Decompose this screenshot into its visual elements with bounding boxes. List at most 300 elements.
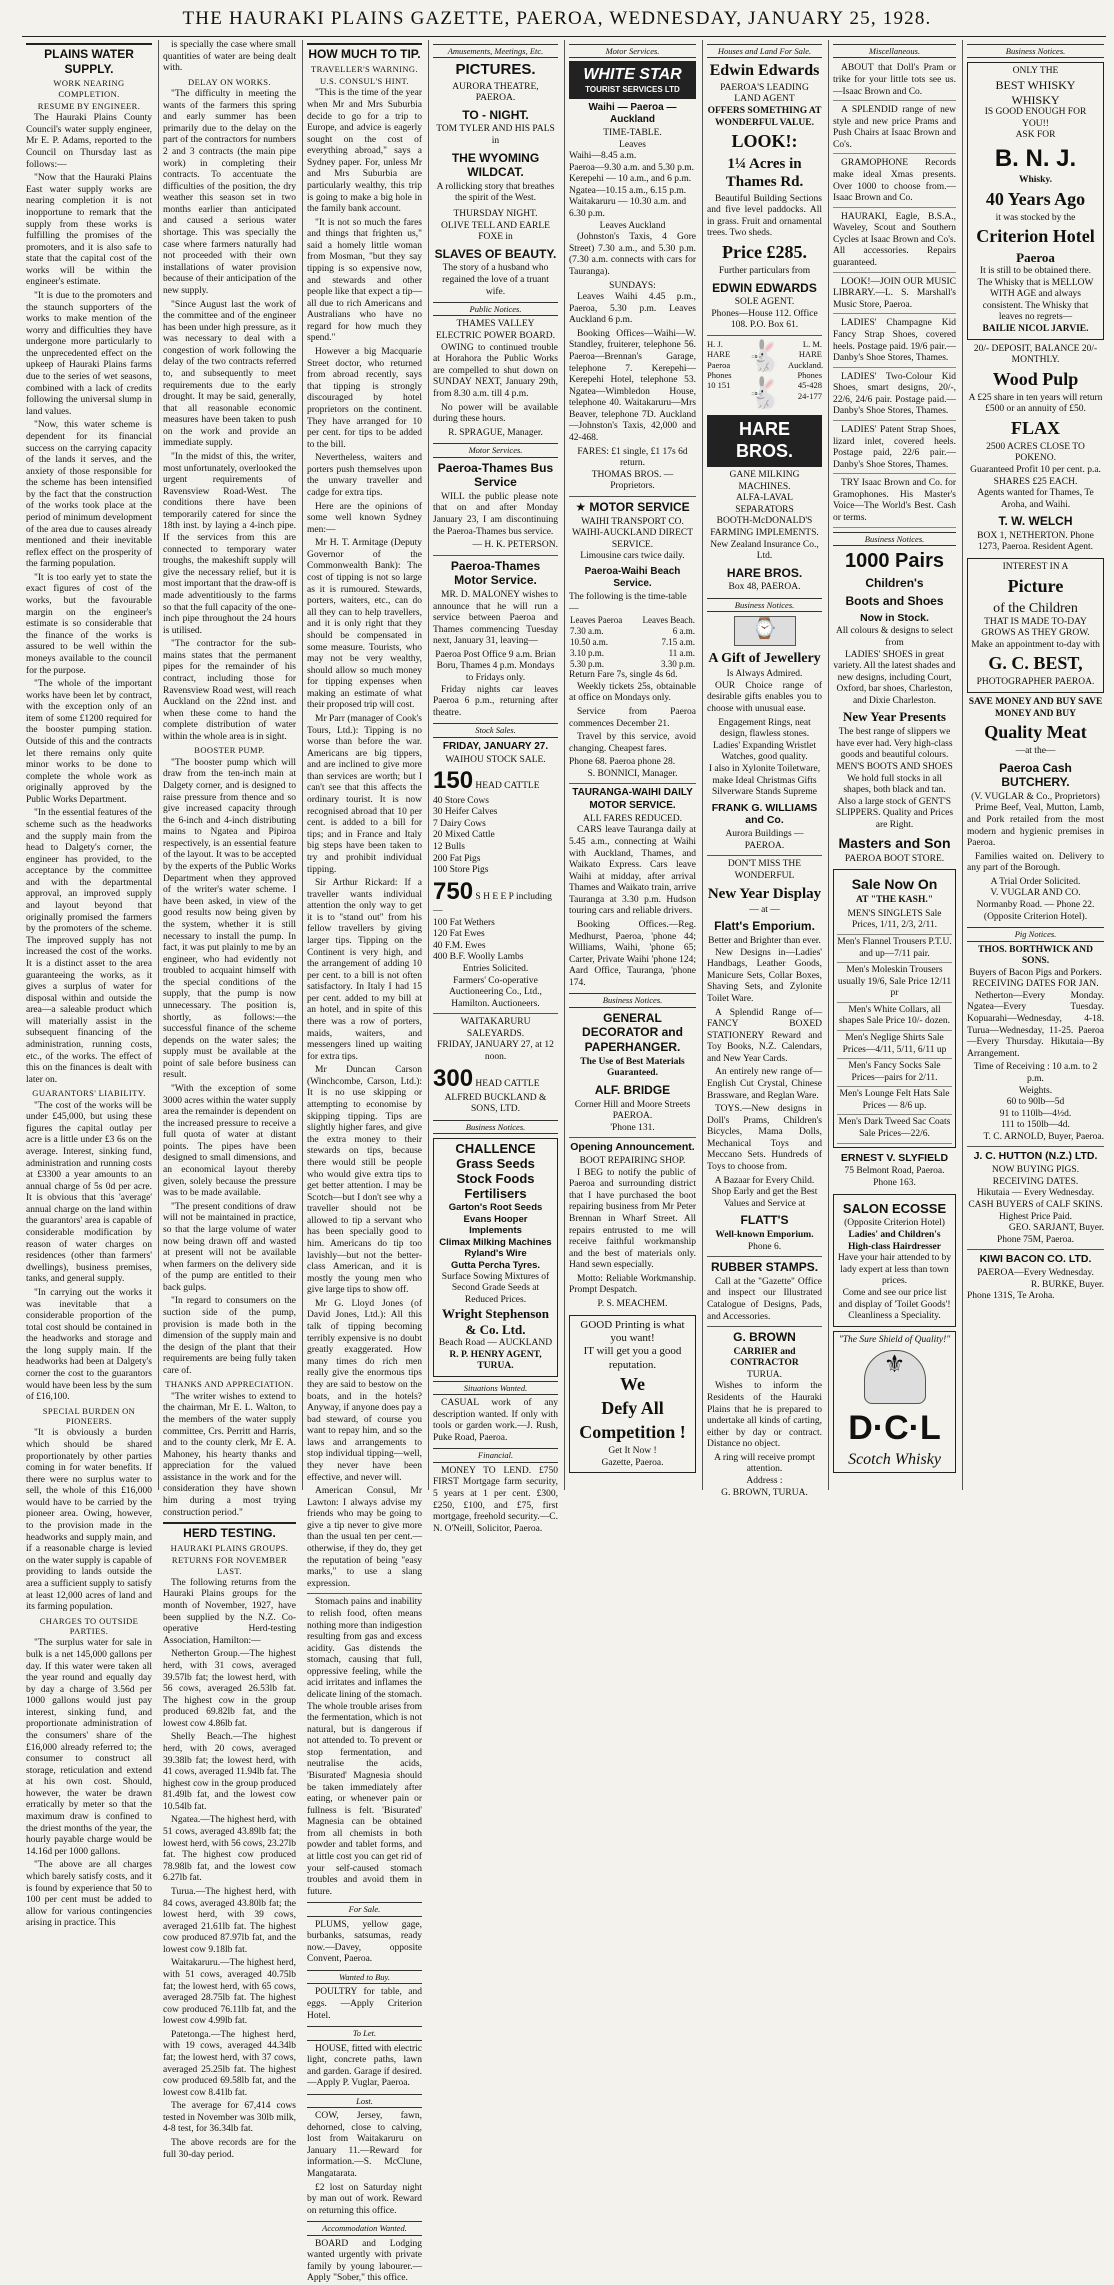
timetable-cell: Leaves Paeroa: [570, 615, 623, 626]
still: It is still to be obtained there.: [979, 266, 1092, 277]
look: LOOK!:: [731, 131, 798, 152]
paragraph: Shelly Beach.—The highest herd, with 20 cows, averaged 39.38lb fat; the lowest herd, with 41 cows, averaged 11.94lb fat. The highest cow in the group produced 81.49lb fat, and the lowest cow 10.54lb fat.: [163, 1732, 296, 1812]
timetable: TIME-TABLE.: [603, 128, 662, 138]
paragraph: A SPLENDID range of new style and new price Prams and Push Chairs at Isaac Brown and Co's.: [833, 103, 956, 154]
article-body: [26, 1638, 152, 1929]
bazaar: A Bazaar for Every Child.: [714, 1175, 815, 1186]
ladies: LADIES' SHOES in great variety. All the latest shades and new designs, including Court, Oxford, bar shoes, Charleston, and Dixie Charleston.: [833, 649, 956, 706]
timetable-cell: 11 a.m.: [668, 648, 695, 659]
paragraph: Waitakaruru.—The highest herd, with 51 cows, averaged 40.75lb fat; the lowest herd, with 65 cows, averaged 28.75lb fat. The highest cow produced 76.11lb fat, and the lowest cow 4.99lb fat.: [163, 1958, 296, 2027]
time-rec: Time of Receiving : 10 a.m. to 2 p.m.: [973, 1062, 1098, 1084]
printing-advert: [569, 1315, 696, 1474]
misc-ads: [833, 61, 956, 527]
power-notice: OWING to continued trouble at Horahora the Public Works are compelled to shut down on SUNDAY NEXT, January 29th, from 8.30 a.m. till 4 p.m.: [433, 342, 558, 399]
power-notice: No power will be available during these hours.: [433, 402, 558, 425]
criterion: Criterion Hotel: [976, 226, 1095, 247]
article-body: [163, 1392, 296, 1519]
list-item: Men's Moleskin Trousers usually 19/6, Sale Price 12/11 pr: [837, 963, 952, 1003]
classified-ad: £2 lost on Saturday night by man out of work. Reward on returning this office.: [307, 2182, 422, 2216]
frank-addr: Aurora Buildings — PAEROA.: [725, 829, 804, 851]
better: Better and Brighter than ever.: [708, 936, 821, 947]
stock-sale-name: WAIHOU STOCK SALE.: [445, 754, 546, 765]
paragraph: "Now that the Hauraki Plains East water supply works are nearing completion it is not inopportune to remark that the supply from these works is fulfilling the promises of the promoters, and it is also safe to state that the capital cost of the works will be within the engineer's estimate.: [26, 173, 152, 288]
article-title: HERD TESTING.: [163, 1522, 296, 1541]
fares: FARES: £1 single, £1 17s 6d return.: [577, 446, 688, 469]
scotch: Scotch Whisky: [848, 1450, 941, 1468]
hare-right: L. M. HARE Auckland. Phones 45-428 24-177: [788, 338, 824, 401]
flatts-upper: FLATT'S: [740, 1213, 789, 1228]
edwin-title: Edwin Edwards: [709, 62, 820, 80]
guaranteed: Guaranteed Profit 10 per cent. p.a. SHARES £25 EACH.: [970, 464, 1101, 487]
wk-number: 300: [433, 1064, 474, 1092]
good-enough: IS GOOD ENOUGH FOR YOU!!: [984, 107, 1087, 129]
list-item: Stock Foods: [456, 1171, 535, 1187]
dates: Netherton—Every Monday. Ngatea—Every Tuesday. Kopuarahi—Wednesday, 4-18. Turua—Wednesday, 11-25. Paeroa—Every Thursday. Hikutaia—By Arrangement.: [967, 990, 1104, 1059]
article-body: [26, 1428, 152, 1613]
paragraph: Here are the opinions of some well known Sydney men:—: [307, 501, 422, 535]
paragraph: GRAMOPHONE Records make ideal Xmas presents. Over 1000 to choose from.—Isaac Brown and Co.: [833, 156, 956, 207]
masters-sub: PAEROA BOOT STORE.: [844, 853, 945, 864]
section-heading: Stock Sales.: [433, 723, 558, 737]
paragraph: "The writer wishes to extend to the chairman, Mr E. L. Walton, to the members of the water supply committee, Crs. Perritt and Harris, and to the county clerk, Mr E. A. Mahoney, his hearty thanks and appreciation for the valued assistance in the work and for the consideration they have shown him during a most trying construction period.": [163, 1391, 296, 1518]
alf-addr: Corner Hill and Moore Streets PAEROA.: [574, 1099, 691, 1122]
paragraph: "The above are all charges which barely satisfy costs, and it is found by experience that 50 to 100 per cent must be added to allow for various contingencies arising in practice. This: [26, 1860, 152, 1929]
film-desc: A rollicking story that breathes the spirit of the West.: [436, 181, 555, 204]
printing-line: GOOD Printing is what you want!: [580, 1318, 685, 1344]
brown: G. BROWN: [733, 1330, 796, 1345]
gane: GANE MILKING MACHINES.: [729, 470, 800, 492]
salon: SALON ECOSSE: [842, 1200, 947, 1216]
power-board: THAMES VALLEY ELECTRIC POWER BOARD.: [435, 319, 555, 342]
tonight-label: TO - NIGHT.: [462, 107, 529, 122]
paragraph: American Consul, Mr Lawton: I always advise my friends who may be going to give a tip never to give more than the usual ten per cent.—otherwise, if they do, they get the reputation of being "easy marks," to use a slang expression.: [307, 1486, 422, 1589]
paragraph: "In the essential features of the scheme such as the headworks and the supply main from the head to Dalgety's corner, the engineer has provided, to the acceptance by the committee and with the departmental approval, an improved supply and layout beyond that originally promised the farmers by the promoters of the scheme. The improved supply has not increased the cost of the works. It is a distinct asset to the area guaranteeing the works, as it gives a surplus of water for disposal within and outside the area—a saleable product which will materially assist in the subsequent financing of the administration, running costs, etc., of the works. The effect of this on the finances is dealt with later on.: [26, 808, 152, 1085]
welch: T. W. WELCH: [998, 514, 1073, 529]
timetable-cell: 3.10 p.m.: [570, 648, 605, 659]
beach-sign: S. BONNICI, Manager.: [587, 768, 678, 779]
beach-travel: Travel by this service, avoid changing. Cheapest fares.: [569, 732, 696, 754]
shield-icon: ⚜: [864, 1350, 926, 1404]
edwin-sub: PAEROA'S LEADING LAND AGENT: [720, 82, 809, 105]
boot-text: I BEG to notify the public of Paeroa and surrounding district that I have purchased the boot repairing business from Mr Peter Brennan in Wharf Street. All repairs entrusted to me will receive faithful workmanship and the best of materials only. Hand sewn especially.: [569, 1167, 696, 1271]
forty-years: 40 Years Ago: [985, 188, 1086, 209]
alf-bridge: ALF. BRIDGE: [594, 1082, 671, 1097]
brown-text: Wishes to inform the Residents of the Hauraki Plains that he is prepared to undertake all kinds of carting, either by day or contract. Distance no object.: [707, 1381, 822, 1450]
list-item: CHALLENCE: [455, 1141, 536, 1157]
buyers: Buyers of Bacon Pigs and Porkers.: [969, 967, 1102, 978]
timetable-cell: 7.15 a.m.: [661, 637, 695, 648]
classified-ad: HOUSE, fitted with electric light, concrete paths, lawn and garden. Garage if desired.—Apply P. Vuglar, Paeroa.: [307, 2043, 422, 2089]
classified-ad: COW, Jersey, fawn, dehorned, close to calving, lost from Waitakaruru on January 11.—Reward for information.—S. McClune, Mangatarata.: [307, 2111, 422, 2180]
list-item: Men's Dark Tweed Sac Coats Sale Prices—22/6.: [837, 1115, 952, 1143]
motor-service-name: MOTOR SERVICE: [589, 499, 690, 514]
toys: TOYS.—New designs in Doll's Prams, Children's Bicycles, Mama Dolls, Mechanical Toys and Meccano Sets. Hundreds of Toys to choose from.: [707, 1104, 822, 1173]
film-stars: OLIVE TELL AND EARLE FOXE in: [441, 220, 550, 243]
paragraph: Turua.—The highest herd, with 84 cows, averaged 43.80lb fat; the lowest herd, with 39 cows, averaged 21.61lb fat. The highest cow produced 87.97lb fat, and the lowest cow 9.18lb fat.: [163, 1886, 296, 1955]
section-heading: Houses and Land For Sale.: [707, 44, 822, 58]
gift-text: OUR Choice range of desirable gifts enables you to choose with unusual ease.: [707, 680, 822, 715]
list-item: 120 Fat Ewes: [433, 929, 485, 940]
timetable-cell: 10.50 a.m.: [570, 637, 608, 648]
defy: Defy All: [601, 1398, 664, 1419]
acres-text: Beautiful Building Sections and five level paddocks. All in grass. Fruit and ornamental trees. Two sheds.: [707, 193, 822, 239]
turua: TURUA.: [746, 1369, 783, 1380]
paragraph: "This is the time of the year when Mr and Mrs Suburbia decide to go for a trip to Europe, and advice is eagerly sought on the cost of everything abroad," says a Sydney paper. For, unless Mr and Mrs Suburbia are particularly wealthy, this trip is going to make a big hole in the family bank account.: [307, 88, 422, 215]
tauranga-title: TAURANGA-WAIHI DAILY MOTOR SERVICE.: [572, 787, 693, 811]
power-sign: R. SPRAGUE, Manager.: [448, 427, 543, 438]
film-desc: The story of a husband who regained the love of a truant wife.: [442, 263, 549, 297]
bus-notice: WILL the public please note that on and after Monday January 23, I am discontinuing the Paeroa-Thames bus service.: [433, 491, 558, 537]
decorator-title: GENERAL DECORATOR and PAPERHANGER.: [582, 1010, 683, 1055]
paragraph: "The contractor for the sub-mains states that the permanent pipes for the remainder of his contract, including those for Ravensview Road west, will reach Auckland on the 22nd inst. and when these come to hand the complete distribution of water within the whole area is in sight.: [163, 639, 296, 742]
paragraph: "With the exception of some 3000 acres within the water supply area the remainder is dependent on the increased pressure to receive a full quota of water at distant points. The pipes have been designed to small dimensions, and an economical layout thereby given, solely because the pressure was to be made available.: [163, 1084, 296, 1199]
column-4: [428, 40, 562, 1534]
we: We: [620, 1374, 645, 1395]
white-star-sub: TOURIST SERVICES LTD: [585, 84, 680, 94]
article-subtitle-2: RESUME BY ENGINEER.: [37, 100, 141, 111]
deposit: 20/- DEPOSIT, BALANCE 20/- MONTHLY.: [973, 343, 1098, 366]
wk-sign: ALFRED BUCKLAND & SONS, LTD.: [444, 1092, 547, 1115]
booth: BOOTH-McDONALD'S: [716, 516, 813, 527]
list-item: 100 Store Pigs: [433, 865, 489, 876]
paragraph: "The difficulty in meeting the wants of the farmers this spring and early summer has been primarily due to the delay on the part of the contractors for numbers 2 and 3 contracts (the main pipe work) in completing their contracts. To accentuate the difficulties of the position, the dry weather this season set in two months earlier than anticipated and caused a serious water shortage. This was specially the case where farmers naturally had not proceeded with their own installations of water provision because of their anticipation of the new supply.: [163, 89, 296, 296]
section-heading: Business Notices.: [433, 1120, 558, 1134]
classified-ad: PLUMS, yellow gage, burbanks, satsumas, ready now.—Davey, opposite Convent, Paeroa.: [307, 1919, 422, 1965]
section-heading: For Sale.: [307, 1902, 422, 1916]
weight-list: [967, 1097, 1104, 1132]
saleyards-date: FRIDAY, JANUARY 27, at 12 noon.: [437, 1040, 554, 1062]
kash-sale: [833, 869, 956, 1147]
section-heading: Financial.: [433, 1448, 558, 1462]
gift-sub: Is Always Admired.: [726, 669, 803, 680]
article-body: [26, 113, 152, 1086]
list-item: 40 Store Cows: [433, 795, 489, 806]
boot-motto: Motto: Reliable Workmanship. Prompt Despatch.: [569, 1273, 696, 1296]
list-item: 200 Fat Pigs: [433, 853, 481, 864]
section-heading: Motor Services.: [433, 443, 558, 457]
paragraph: LADIES' Champagne Kid Fancy Strap Shoes, covered heels. Postage paid. 19/6 pair.—Danby's Shoe Stores, Thames.: [833, 316, 956, 367]
phones: Phones—House 112. Office 108. P.O. Box 61.: [711, 308, 818, 331]
classified-ad: BOARD and Lodging wanted urgently with private family by young labourer.—Apply "Sober," this office.: [307, 2238, 422, 2284]
pictures-heading: PICTURES.: [455, 61, 536, 79]
salon-clean: Cleanliness a Speciality.: [848, 1311, 941, 1322]
article-title: HOW MUCH TO TIP.: [307, 43, 422, 62]
list-item: Ryland's Wire: [464, 1248, 527, 1260]
butchery: Paeroa Cash BUTCHERY.: [999, 760, 1072, 790]
article-body: [26, 1101, 152, 1404]
boots: Boots and Shoes: [845, 593, 944, 608]
cattle-word: HEAD CATTLE: [475, 781, 540, 792]
beach-text: The following is the time-table—: [569, 592, 687, 614]
list-item: Men's White Collars, all shapes Sale Price 10/- dozen.: [837, 1003, 952, 1031]
colours: All colours & designs to select from: [836, 626, 953, 648]
motor-title: Paeroa-Thames Motor Service.: [450, 558, 541, 588]
sheep-number: 750: [433, 877, 474, 905]
list-item: Gutta Percha Tyres.: [450, 1259, 541, 1271]
tauranga-booking: Booking Offices.—Reg. Medhurst, Paeroa, 'phone 44; Williams, Waihi, 'phone 65; Carter, Private Waihi 'phone 124; Aard Office, Tauranga, 'phone 174.: [569, 920, 696, 988]
list-item: 20 Mixed Cattle: [433, 830, 495, 841]
entries: Entries Solicited.: [462, 963, 529, 974]
list-item: 60 to 90lb—5d: [1006, 1097, 1065, 1108]
new-year-presents: New Year Presents: [842, 709, 946, 725]
boot-title: BOOT REPAIRING SHOP.: [579, 1156, 686, 1167]
list-item: Waitakaruru — 10.30 a.m. and 6.30 p.m.: [569, 197, 687, 220]
best-whisky: BEST WHISKY WHISKY: [995, 77, 1076, 107]
article-subtitle: TRAVELLER'S WARNING.: [311, 63, 418, 74]
box: Box 48, PAEROA.: [728, 582, 801, 593]
gents: Also a large stock of GENT'S SLIPPERS. Quality and Prices are Right.: [835, 796, 954, 830]
column-2: [158, 40, 300, 2160]
section-heading: Situations Wanted.: [433, 1381, 558, 1395]
photo-advert: [967, 558, 1104, 693]
section-heading: Business Notices.: [967, 44, 1104, 58]
paeroa: Paeroa: [1016, 250, 1055, 266]
sarjant: GEO. SARJANT, Buyer.: [1008, 1223, 1104, 1234]
only-the: ONLY THE: [1012, 66, 1059, 77]
section-heading: Amusements, Meetings, Etc.: [433, 44, 558, 58]
paragraph: The average for 67,414 cows tested in November was 30lb milk, 4-8 test, for 36.34lb fat.: [163, 2101, 296, 2135]
borthwick: THOS. BORTHWICK AND SONS.: [977, 944, 1093, 967]
burke: R. BURKE, Buyer.: [1030, 1279, 1104, 1290]
paragraph: Sir Arthur Rickard: If a traveller wants individual attention the only way to get it is to "stand out" from his fellow travellers by giving larger tips. Tipping on the Continent is very high, and the arrangement of adding 10 per cent. to a bill is not often satisfactory. In Italy I had 15 per cent. added to my bill at an hotel, and in spite of this there was a row of porters, maids, waiters, and messengers lined up waiting for extra tips.: [307, 878, 422, 1062]
boot-sign: P. S. MEACHEM.: [597, 1298, 668, 1309]
article-body: [163, 40, 296, 75]
section-heading: RETURNS FOR NOVEMBER LAST.: [171, 1555, 288, 1576]
appt: Make an appointment to-day with: [971, 639, 1100, 650]
wright-addr: Beach Road — AUCKLAND: [438, 1338, 553, 1349]
phone-131: Phone 131S, Te Aroha.: [967, 1291, 1055, 1302]
booking-offices: Booking Offices—Waihi—W. Standley, fruiterer, telephone 56. Paeroa—Brennan's Garage, telephone 7. Kerepehi—Kerepehi Hotel, telephone 53. Ngatea—Wimbledon House, telephone 40. Waitakaruru—Mrs Beaver, telephone 7D. Auckland—Johnston's Taxis, 42,000 and 42-468.: [569, 328, 696, 444]
nyp-text: The best range of slippers we have ever had. Very high-class goods and beautiful colours.: [836, 727, 953, 761]
bnj-advert: [967, 62, 1104, 339]
rabbit-icon: 🐇🐇: [745, 339, 784, 410]
classified-ad: MONEY TO LEND. £750 FIRST Mortgage farm security, 5 years at 1 per cent. £300, £250, £100, and £75, first mortgage, freehold security.—C. N. O'Neill, Solicitor, Paeroa.: [433, 1465, 558, 1534]
salon-come: Come and see our price list and display of 'Toilet Goods'!: [838, 1287, 951, 1310]
paragraph: "The cost of the works will be under £45,000, but using these figures the capital outlay per acre is a little under £3 6s on the average. Interest, sinking fund, administration and running costs at £3300 a year amounts to an annual charge of 5s 0d per acre. It is obvious that this 'average' annual charge on the land within the guarantors' area is capable of considerable modification by reason of water charges on residences (other than farmers' dwellings), business premises, tanks, and general supply.: [26, 1100, 152, 1285]
paragraph: "Since August last the work of the committee and of the engineer has been under high pressure, as it was necessary to deal with a congestion of work following the delay of the two contracts referred to, and subsequently to meet requirements due to the early drought. It may be said, generally, that all reasonable economic measures have been taken to push on the work and provide an immediate supply.: [163, 299, 296, 449]
grows: GROWS AS THEY GROW.: [981, 628, 1090, 639]
welch-addr: BOX 1, NETHERTON. Phone 1273, Paeroa. Resident Agent.: [977, 530, 1094, 553]
dcl-advert: [833, 1331, 956, 1474]
paragraph: "In regard to consumers on the suction side of the pump, provision is made both in the dimension of the supply main and the design of the plant that their requirements are being fully taken care of.: [163, 1296, 296, 1376]
paragraph: However a big Macquarie Street doctor, who returned from abroad recently, says that tipping is strongly discouraged by hotel proprietors on the continent. They have arranged for 10 per cent. for tips to be added to the bill.: [307, 347, 422, 450]
paragraph: LADIES' Patent Strap Shoes, lizard inlet, covered heels. Postage paid, 22/6 pair.—Danby's Shoe Stores, Thames.: [833, 423, 956, 474]
list-item: Garton's Root Seeds: [448, 1202, 543, 1214]
alf-phone: 'Phone 131.: [610, 1122, 655, 1133]
designs: New Designs in—Ladies' Handbags, Leather Goods, Manicure Sets, Collar Boxes, Shaving Sets, and Zylonite Toilet Ware.: [707, 947, 822, 1004]
paragraph: Netherton Group.—The highest herd, with 31 cows, averaged 39.57lb fat; the lowest herd, with 56 cows, averaged 26.53lb fat. The highest cow in the group produced 69.82lb fat, and the lowest cow 4.86lb fat.: [163, 1649, 296, 1729]
column-6: [702, 40, 826, 1498]
section-heading: Pig Notices.: [967, 927, 1104, 941]
paragraph: "In the midst of this, the writer, most unfortunately, overlooked the urgent requirements of Ravensview Road-West. The conditions there have been temporarily catered for since the 18th inst. by laying a 4-inch pipe. If the services from this are connected to temporary water troughs, the makeshift supply will give the necessary relief, but it is most important that the draw-off is made adventitiously to the farms so that the full capacity of the one-inch pipe throughout the 24 hours is utilised.: [163, 452, 296, 636]
paragraph: "It is due to the promoters and the staunch supporters of the works to make mention of the worry and difficulties they have undergone more particularly to the unprecedented effect on the upkeep of Hauraki Plains farms due to the series of wet seasons, combined with a lack of credits following the universal slump in land values.: [26, 291, 152, 417]
white-star-logo: [569, 61, 696, 98]
timetable-row: [569, 626, 696, 637]
section-heading: SPECIAL BURDEN ON PIONEERS.: [42, 1405, 136, 1427]
masters: Masters and Son: [838, 834, 951, 851]
address-label: Address :: [746, 1476, 783, 1487]
acres: 1¼ Acres in Thames Rd.: [725, 156, 804, 191]
phone-6: Phone 6.: [747, 1241, 782, 1252]
timetable-cell: 5.30 p.m.: [570, 659, 605, 670]
paragraph: "The surplus water for sale in bulk is a net 145,000 gallons per day. If this water were taken all the year round and equally day by day a charge of 3.56d per 1000 gallons would just pay interest, sinking fund, and proportionate administration of the consumers' share of the £16,000 already referred to; the consumer to construct all storage, reticulation and extend at his own cost. Should, however, the water be drawn erratically by meter so that the maximum draw is confined to the driest months of the year, the hourly payable charge would be 14.16d per 1000 gallons.: [26, 1638, 152, 1857]
section-heading: To Let.: [307, 2026, 422, 2040]
paragraph: "It is obviously a burden which should be shared proportionately by other parties coming in for water benefits. If there were no surplus water to sell, the whole of this £16,000 would have to be carried by the pioneer area. Owing, however, to the provision made in the headworks and supply main, and if a reasonable charge is levied on the water supply is capable of providing to lands outside the area a sufficient supply to satisfy at least 12,000 acres of land and its farming population.: [26, 1428, 152, 1613]
sole-agent: SOLE AGENT.: [734, 297, 795, 308]
section-heading: Business Notices.: [833, 532, 956, 546]
at: — at —: [749, 904, 780, 915]
leaves-auckland: Leaves Auckland: [599, 220, 666, 231]
limousine: Limousine cars twice daily.: [580, 551, 685, 562]
paragraph: LOOK!—JOIN OUR MUSIC LIBRARY.—L. S. Marshall's Music Store, Paeroa.: [833, 275, 956, 315]
motor-notice: MR. D. MALONEY wishes to announce that he will run a service between Paeroa and Thames commencing Tuesday next, January 31, leaving—: [433, 589, 558, 647]
wood-text: A £25 share in ten years will return £500 or an annuity of £50.: [968, 392, 1103, 415]
beach-phone: Phone 68. Paeroa phone 28.: [569, 757, 676, 768]
list-item: 400 B.F. Woolly Lambs: [433, 952, 524, 963]
save: SAVE MONEY AND BUY SAVE MONEY AND BUY: [968, 696, 1103, 719]
top-rule: [22, 36, 1106, 37]
mens: MEN'S BOOTS AND SHOES We hold full stocks in all shapes, both black and tan.: [836, 762, 953, 796]
column-5: [564, 40, 700, 1490]
bus-title: Paeroa-Thames Bus Service: [437, 460, 554, 490]
list-item: MEN'S SINGLETS Sale Prices, 1/11, 2/3, 2/11.: [837, 907, 952, 935]
gazette: Gazette, Paeroa.: [601, 1457, 664, 1468]
sheep-row: [433, 877, 558, 918]
pairs: 1000 Pairs: [845, 549, 944, 572]
list-item: Waihi—8.45 a.m.: [569, 151, 637, 162]
beach-title: Paeroa-Waihi Beach Service.: [584, 565, 681, 590]
of-the-children: of the Children: [993, 600, 1078, 616]
timetable-row: [569, 648, 696, 659]
sale-now-on: Sale Now On: [851, 876, 938, 893]
fancy: A Splendid Range of—FANCY BOXED STATIONERY Reward and Toy Books, N.Z. Calendars, and New Year Cards.: [707, 1007, 822, 1064]
well-known: Well-known Emporium.: [715, 1229, 814, 1240]
paragraph: Ngatea.—The highest herd, with 51 cows, averaged 43.89lb fat; the lowest herd, with 56 cows, 23.27lb fat. The highest cow produced 78.98lb fat, and the lowest cow 6.27lb fat.: [163, 1815, 296, 1884]
slyfield-addr: 75 Belmont Road, Paeroa. Phone 163.: [844, 1166, 945, 1189]
paragraph: HAURAKI, Eagle, B.S.A., Waveley, Scout and Southern Cycles at Isaac Brown and Co's. All accessories. Repairs guaranteed.: [833, 210, 956, 273]
receiving-dates: RECEIVING DATES.: [992, 1176, 1079, 1187]
beach-fares: Return Fare 7s, single 4s 6d.: [569, 670, 678, 681]
paragraph: "The whole of the important works have been let by contract, with the exception only of an item of some £1200 required for the booster pumping station. Outside of this and the contracts let there remains only quite minor works to be done to complete the whole work as originally approved by the Public Works Department.: [26, 679, 152, 805]
slyfield: ERNEST V. SLYFIELD: [840, 1151, 949, 1164]
magnesia-advert: Stomach pains and inability to relish food, often means nothing more than indigestion resulting from gas and excess acidity. Gas distends the stomach, causing that full, oppressive feeling, while the acid irritates and inflames the delicate lining of the stomach. The whole trouble arises from the fermentation, which is not natural, but is dangerous if not attended to. To prevent or stop fermentation, and neutralise the acids, 'Bisurated' Magnesia should be taken immediately after eating, or whenever pain or fullness is felt. 'Bisurated' Magnesia can be obtained from all chemists in both powder and tablet forms, and at little cost you can get rid of your self-caused stomach troubles and avoid them in future.: [307, 1597, 422, 1897]
challence-text: Surface Sowing Mixtures of Second Grade Seeds at Reduced Prices.: [441, 1271, 550, 1305]
at-the: —at the—: [1015, 746, 1056, 757]
gift-title: A Gift of Jewellery: [708, 651, 821, 667]
section-heading: THANKS AND APPRECIATION.: [165, 1379, 294, 1390]
picture: Picture: [1007, 575, 1064, 596]
motor-notice: Friday nights car leaves Paeroa 6 p.m., returning after theatre.: [433, 684, 558, 718]
paragraph: Patetonga.—The highest herd, with 19 cows, averaged 44.34lb fat; the lowest herd, with 37 cows, averaged 25.25lb fat. The highest cow produced 69.58lb fat, and the lowest cow 8.41lb fat.: [163, 2029, 296, 2098]
shop-early: Shop Early and get the Best Values and Service at: [711, 1187, 818, 1209]
wright-agent: R. P. HENRY AGENT, TURUA.: [449, 1349, 542, 1372]
flax-text: 2500 ACRES CLOSE TO POKENO.: [986, 441, 1085, 464]
star-icon: ★: [575, 499, 587, 514]
sale-items: [837, 907, 952, 1144]
watch-icon: ⌚: [734, 616, 796, 646]
list-item: Men's Neglige Shirts Sale Prices—4/11, 5/11, 6/11 up: [837, 1031, 952, 1059]
article-subtitle: WORK NEARING COMPLETION.: [53, 78, 125, 99]
further: Further particulars from: [718, 266, 811, 276]
now-in: Now in Stock.: [860, 611, 929, 624]
hutton: J. C. HUTTON (N.Z.) LTD.: [973, 1150, 1098, 1163]
article-body: [307, 88, 422, 1590]
whisky-that: The Whisky that is MELLOW WITH AGE and always consistent. The Whisky that leaves no regrets—: [977, 277, 1094, 323]
list-item: 111 to 150lb—4d.: [1001, 1120, 1070, 1131]
leaves: Leaves: [619, 139, 646, 150]
paragraph: Mr Parr (manager of Cook's Tours, Ltd.): Tipping is no worse than before the war. Americans are big tippers, and are inclined to give more than services are worth; but I can't see that this affects the ordinary tourist. It is now recognised abroad that 10 per cent. is added to a bill for tips; and in France and Italy big steps have been taken to try and prohibit individual tipping.: [307, 713, 422, 875]
alfa: ALFA-LAVAL SEPARATORS: [735, 493, 794, 515]
normanby: Normanby Road. — Phone 22. (Opposite Criterion Hotel).: [976, 900, 1095, 922]
article-body: [163, 89, 296, 743]
tauranga-sub: ALL FARES REDUCED.: [583, 813, 682, 824]
column-3: [302, 40, 426, 2284]
beach-service: Service from Paeroa commences December 21.: [569, 706, 696, 729]
edwin-upper: EDWIN EDWARDS: [712, 280, 817, 295]
column-8: [962, 40, 1108, 1490]
transport-co: WAIHI TRANSPORT CO.: [581, 516, 684, 527]
article-title: PLAINS WATER SUPPLY.: [26, 43, 152, 76]
offers: OFFERS SOMETHING AT WONDERFUL VALUE.: [707, 106, 822, 128]
printing-line: IT will get you a good reputation.: [583, 1345, 682, 1371]
list-item: Kerepehi — 10 a.m., and 6 p.m.: [569, 174, 692, 185]
section-heading: U.S. CONSUL'S HINT.: [319, 75, 410, 86]
phone-75: Phone 75M, Paeroa.: [996, 1234, 1075, 1245]
film-stars: TOM TYLER AND HIS PALS in: [436, 124, 555, 147]
childrens: Children's: [865, 576, 924, 591]
competition: Competition !: [579, 1422, 686, 1443]
section-heading: Business Notices.: [707, 598, 822, 612]
dont-miss: DON'T MISS THE WONDERFUL: [727, 859, 802, 881]
quality-meat: Quality Meat: [984, 722, 1087, 743]
section-heading: CHARGES TO OUTSIDE PARTIES.: [39, 1615, 139, 1637]
nzins: New Zealand Insurance Co., Ltd.: [710, 539, 819, 562]
paragraph: Mr H. T. Armitage (Deputy Governor of the Commonwealth Bank): The cost of tipping is not so large as it is rumoured. Stewards, porters, waiters, etc., can do all they can to help travellers, and it is only right that they should be compensated in some measure. Tourists, who may not be very wealthy, should allow so much money for tipping expenses when making an estimate of what their proposed trip will cost.: [307, 538, 422, 711]
frank-williams: FRANK G. WILLIAMS and Co.: [711, 801, 818, 827]
section-heading: Lost.: [307, 2094, 422, 2108]
get-it: Get It Now !: [608, 1446, 657, 1457]
section-heading: Business Notices.: [569, 993, 696, 1007]
sundays: SUNDAYS:: [609, 280, 656, 291]
white-star-name: WHITE STAR: [583, 66, 682, 84]
cattle-list: [433, 796, 558, 877]
paragraph: "The booster pump which will draw from the ten-inch main at Dalgety corner, and is designed to raise pressure from thence and so give increased capacity through the 6-inch and 4-inch distributing mains to Ngatea and Pipiroa respectively, is an essential feature of the layout. It was to be accepted by the experts of the Public Works Department when they approved of the writer's water scheme. I have been asked, in view of the good results now being given by the system, whether it is still necessary to install the pump. In fact, it was put plainly to me by an engineer, who had evidently not troubled to acquaint himself with the special conditions of the supply, that the pump is now unnecessary. The position is, shortly, as follows:—the successful finance of the scheme depends on the water sales; the supply must be available at the point of sale before business can result.: [163, 757, 296, 1081]
thursday-label: THURSDAY NIGHT.: [453, 209, 538, 219]
wood-pulp: Wood Pulp: [992, 368, 1079, 389]
timetable-cell: 3.30 p.m.: [660, 659, 695, 670]
classified-ad: POULTRY for table, and eggs. —Apply Criterion Hotel.: [307, 1987, 422, 2021]
film-title: THE WYOMING WILDCAT.: [451, 150, 540, 180]
bus-sign: — H. K. PETERSON.: [472, 540, 558, 551]
timetable-cell: 6 a.m.: [672, 626, 695, 637]
brown-addr: G. BROWN, TURUA.: [721, 1487, 808, 1498]
paragraph: Nevertheless, waiters and porters push themselves upon the unwary traveller and cadge for extra tips.: [307, 453, 422, 498]
kiwi: KIWI BACON CO. LTD.: [979, 1253, 1092, 1266]
carrier: CARRIER and CONTRACTOR: [730, 1346, 799, 1369]
timetable-cell: 7.30 a.m.: [570, 626, 604, 637]
film-title: SLAVES OF BEAUTY.: [434, 246, 557, 261]
list-item: Men's Flannel Trousers P.T.U. and up—7/11 pair.: [837, 935, 952, 963]
arnold: T. C. ARNOLD, Buyer, Paeroa.: [983, 1131, 1104, 1142]
agents: Agents wanted for Thames, Te Aroha, and Waihi.: [977, 488, 1094, 510]
paragraph: "In carrying out the works it was inevitable that a considerable proportion of the total cost should be contained in the headworks and storage and the long supply main. If the headworks had been at Dalgety's corner the cost to the guarantors would have been less by the sum of £16,100.: [26, 1287, 152, 1403]
hikutaia: Hikutaia — Every Wednesday. CASH BUYERS of CALF SKINS. Highest Price Paid.: [968, 1188, 1103, 1222]
paragraph: "It is not so much the fares and things that frighten us," said a homely little woman from Mosman, "but they say tipping is so expensive now, and stewards and other people like that expect a tip—all due to rich Americans and Australians who have no regard for how much they spend.": [307, 217, 422, 344]
new-year-display: New Year Display: [707, 885, 822, 902]
opening-title: Opening Announcement.: [570, 1141, 695, 1154]
wk-row: [433, 1064, 558, 1093]
wright-name: Wright Stephenson & Co. Ltd.: [441, 1306, 550, 1338]
